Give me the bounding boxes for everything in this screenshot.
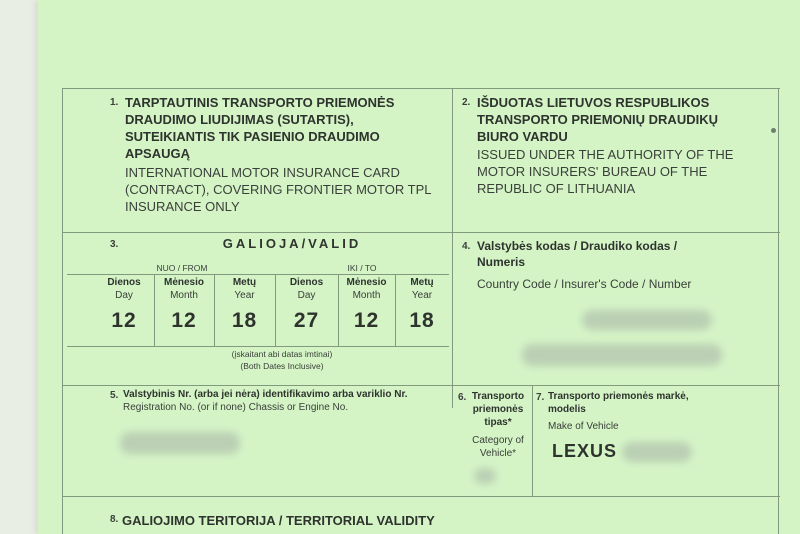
- date-grid-top: [67, 274, 449, 275]
- date-col-label-lt: Metų: [232, 277, 257, 288]
- section-4-title-lt: [477, 238, 772, 270]
- section-6-title-lt: [466, 390, 530, 429]
- date-col-label-lt: Dienos: [107, 277, 141, 288]
- section-6-title-en-line: Vehicle*: [479, 448, 517, 459]
- redacted-vehicle-model: [622, 442, 692, 462]
- rule-top: [62, 88, 780, 89]
- section-2-title-lt-line: TRANSPORTO PRIEMONIŲ DRAUDIKŲ: [477, 112, 718, 127]
- date-col-label-en: Month: [352, 290, 381, 301]
- rule-row3: [62, 496, 780, 497]
- valid-title: GALIOJA/VALID: [222, 236, 362, 251]
- section-7-title-lt-line: Transporto priemonės markė,: [548, 391, 689, 402]
- redacted-vehicle-category: [474, 468, 496, 484]
- section-1-title-en-line: INTERNATIONAL MOTOR INSURANCE CARD: [125, 165, 400, 180]
- rule-row1: [62, 232, 780, 233]
- date-col-from-year: [214, 276, 275, 333]
- section-1-title-lt-line: DRAUDIMO LIUDIJIMAS (SUTARTIS),: [125, 112, 354, 127]
- section-7-number: 7.: [536, 392, 545, 403]
- section-5-title-en: Registration No. (or if none) Chassis or Engine No.: [123, 402, 349, 413]
- date-col-label-en: Year: [234, 290, 255, 301]
- date-value: 27: [293, 309, 320, 332]
- section-1-title-lt-line: SUTEIKIANTIS TIK PASIENIO DRAUDIMO: [125, 129, 380, 144]
- section-1-title-en-line: INSURANCE ONLY: [125, 199, 240, 214]
- date-value: 12: [353, 309, 380, 332]
- section-4-title-en: Country Code / Insurer's Code / Number: [477, 277, 692, 291]
- section-7-title-lt: [548, 390, 773, 416]
- rule-left: [62, 88, 63, 534]
- rule-row2: [62, 385, 780, 386]
- section-1-title-lt-line: APSAUGĄ: [125, 146, 191, 161]
- section-2-title-lt-line: IŠDUOTAS LIETUVOS RESPUBLIKOS: [477, 95, 710, 110]
- date-value: 12: [111, 309, 137, 332]
- section-2-number: 2.: [462, 97, 471, 108]
- date-col-from-month: [154, 276, 214, 333]
- vehicle-make: LEXUS: [552, 441, 618, 461]
- date-col-label-lt: Mėnesio: [346, 277, 387, 288]
- section-6-title-en-line: Category of: [472, 435, 524, 446]
- section-6-title-lt-line: priemonės: [472, 404, 524, 415]
- section-7-title-en: Make of Vehicle: [548, 421, 619, 432]
- section-1-title-en-line: (CONTRACT), COVERING FRONTIER MOTOR TPL: [125, 182, 432, 197]
- date-col-to-month: [338, 276, 395, 333]
- section-1-title-lt: [125, 94, 455, 162]
- dates-inclusive-note-en: (Both Dates Inclusive): [240, 361, 324, 371]
- date-col-from-day: [94, 276, 154, 333]
- section-5-title-lt: Valstybinis Nr. (arba jei nėra) identifikavimo arba variklio Nr.: [123, 389, 408, 400]
- section-6-number: 6.: [458, 392, 467, 403]
- date-col-to-day: [275, 276, 338, 333]
- section-6-title-en: [466, 434, 530, 460]
- date-value: 12: [171, 309, 197, 332]
- section-2-title-lt-line: BIURO VARDU: [477, 129, 568, 144]
- section-2-title-en-line: MOTOR INSURERS' BUREAU OF THE: [477, 164, 708, 179]
- section-1-title-en: [125, 164, 455, 215]
- section-2-title-en: [477, 146, 772, 197]
- section-7-title-lt-line: modelis: [548, 404, 586, 415]
- date-col-label-en: Day: [297, 290, 316, 301]
- section-3-number: 3.: [110, 239, 119, 250]
- redacted-registration-number: [120, 432, 240, 454]
- section-4-title-lt-line: Numeris: [477, 255, 526, 269]
- section-1-title-lt-line: TARPTAUTINIS TRANSPORTO PRIEMONĖS: [125, 95, 395, 110]
- green-card-form: [62, 88, 780, 534]
- redacted-insurer-number: [522, 344, 722, 366]
- section-2-title-lt: [477, 94, 772, 145]
- section-8-number: 8.: [110, 514, 119, 525]
- section-6-title-lt-line: Transporto: [471, 391, 525, 402]
- rule-col6: [532, 385, 533, 496]
- section-4-number: 4.: [462, 241, 471, 252]
- section-1-number: 1.: [110, 97, 119, 108]
- section-2-title-en-line: REPUBLIC OF LITHUANIA: [477, 181, 636, 196]
- date-col-label-en: Day: [115, 290, 133, 301]
- date-col-to-year: [395, 276, 449, 333]
- date-grid-bottom: [67, 346, 449, 347]
- date-col-label-lt: Dienos: [289, 277, 324, 288]
- from-label: NUO / FROM: [156, 263, 208, 273]
- dates-inclusive-note-lt: (įskaitant abi datas imtinai): [231, 349, 333, 359]
- date-value: 18: [231, 309, 258, 332]
- section-2-title-en-line: ISSUED UNDER THE AUTHORITY OF THE: [477, 147, 734, 162]
- section-8-title: GALIOJIMO TERITORIJA / TERRITORIAL VALIDITY: [122, 513, 435, 528]
- to-label: IKI / TO: [347, 263, 377, 273]
- date-col-label-lt: Mėnesio: [163, 277, 204, 288]
- date-col-label-lt: Metų: [410, 277, 434, 288]
- date-col-label-en: Year: [411, 290, 433, 301]
- rule-right: [778, 88, 779, 534]
- section-6-title-lt-line: tipas*: [484, 417, 512, 428]
- date-value: 18: [409, 309, 435, 332]
- section-4-title-lt-line: Valstybės kodas / Draudiko kodas /: [477, 239, 678, 253]
- redacted-country-code: [582, 310, 712, 330]
- date-col-label-en: Month: [170, 290, 198, 301]
- section-5-number: 5.: [110, 390, 119, 401]
